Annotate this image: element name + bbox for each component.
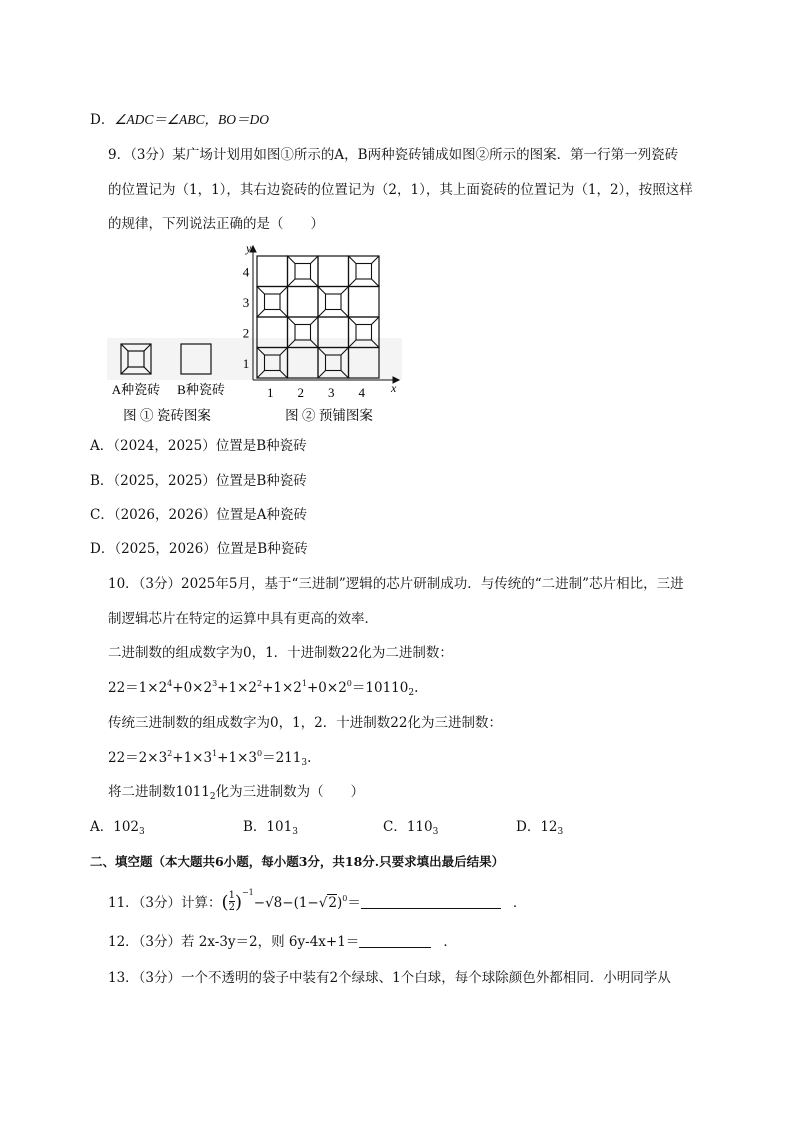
option-letter: C．: [383, 819, 407, 835]
option-value: 110: [406, 819, 433, 835]
section-heading: 二、填空题（本大题共6小题，每小题3分，共18分.只要求填出最后结果）: [90, 854, 505, 869]
eq-exponent: 3: [212, 679, 218, 688]
y-tick-label: 2: [242, 325, 250, 341]
answer-blank[interactable]: [361, 894, 501, 909]
caption-figure1: 图 ① 瓷砖图案: [123, 408, 211, 423]
q12: [108, 932, 457, 952]
tile-a: [257, 287, 288, 318]
q10-option-d: [516, 817, 563, 837]
option-letter: B．: [243, 819, 267, 835]
option-base: 3: [139, 827, 145, 837]
q9-option-d: [90, 539, 308, 559]
tile-a-label: A种瓷砖: [111, 382, 161, 397]
tile-b-label: B种瓷砖: [177, 382, 225, 397]
tile-b: [288, 287, 319, 318]
eq-base: 2: [408, 688, 415, 698]
eq-text: .: [414, 680, 419, 696]
exponent: −1: [241, 888, 254, 897]
paren-open: (: [221, 892, 229, 913]
x-tick-label: 2: [297, 385, 304, 400]
eq-exponent: 2: [256, 679, 263, 688]
x-axis-label: x: [391, 381, 397, 395]
option-text: ∠ADC＝∠ABC，BO＝DO: [114, 112, 270, 127]
q9-option-c: [90, 505, 307, 525]
option-text: （2025，2025）位置是B种瓷砖: [113, 473, 307, 489]
option-letter: A．: [90, 819, 114, 835]
eq-exponent: 0: [346, 679, 352, 688]
tile-b: [257, 256, 288, 287]
q8-option-d: [90, 110, 269, 130]
eq-text: +1×3: [217, 750, 257, 766]
tile-a: [318, 287, 349, 318]
option-letter: B．: [90, 473, 114, 489]
answer-blank[interactable]: [359, 933, 431, 948]
y-tick-label: 3: [242, 294, 250, 310]
option-letter: D．: [90, 112, 115, 128]
q10-question: [108, 782, 364, 802]
q10-equation-binary: [108, 678, 418, 698]
expr-text: ＝: [347, 895, 361, 911]
eq-text: +1×3: [172, 750, 213, 766]
eq-text: .: [307, 750, 312, 766]
y-tick-label: 1: [242, 355, 250, 371]
q10-stem-line1: 10．（3分）2025年5月，基于“三进制”逻辑的芯片研制成功．与传统的“二进制”芯片相比，三进: [108, 576, 684, 592]
radicand: 2: [328, 895, 337, 911]
eq-exponent: 1: [212, 749, 218, 758]
paren-close: ): [234, 892, 242, 913]
expr-text: −√8−(1−√: [253, 895, 328, 911]
fraction: [229, 890, 235, 913]
eq-text: ＝10110: [351, 680, 409, 696]
eq-text: 将二进制数1011: [108, 784, 210, 800]
option-letter: D．: [90, 541, 115, 557]
option-text: （2024，2025）位置是B种瓷砖: [113, 438, 307, 454]
fraction-denominator: 2: [228, 902, 235, 913]
eq-base: 2: [209, 792, 216, 802]
eq-text: +1×2: [217, 680, 257, 696]
x-tick-label: 3: [328, 385, 335, 400]
eq-exponent: 0: [256, 749, 263, 758]
q12-text: 12．（3分）若 2x-3y＝2，则 6y-4x+1＝: [108, 934, 360, 950]
q9-option-b: [90, 471, 307, 491]
eq-exponent: 2: [167, 749, 173, 758]
q9-stem-line1: 9．（3分）某广场计划用如图①所示的A，B两种瓷砖铺成如图②所示的图案．第一行第一列瓷砖: [108, 147, 679, 163]
tile-a: [288, 256, 319, 287]
option-base: 3: [432, 827, 439, 837]
fraction-numerator: 1: [228, 890, 235, 901]
x-ticks: [267, 385, 366, 400]
q11: [108, 888, 527, 915]
option-text: （2025，2026）位置是B种瓷砖: [114, 541, 308, 557]
y-tick-label: 4: [242, 264, 250, 280]
eq-exponent: 4: [167, 679, 173, 688]
q10-stem-line3: 二进制数的组成数字为0，1．十进制数22化为二进制数：: [108, 645, 453, 661]
option-letter: D．: [516, 819, 541, 835]
q10-stem-line2: 制逻辑芯片在特定的运算中具有更高的效率．: [108, 611, 378, 627]
option-value: 101: [266, 819, 293, 835]
eq-text: ＝211: [262, 750, 302, 766]
q9-option-a: [90, 436, 307, 456]
eq-text: 22＝2×3: [108, 750, 168, 766]
q9-stem-line3: 的规律，下列说法正确的是（ ）: [108, 216, 324, 232]
eq-text: +1×2: [262, 680, 302, 696]
expr-text: ．: [512, 895, 527, 911]
q9-figure: [105, 240, 405, 425]
q13-stem-line1: 13．（3分）一个不透明的袋子中装有2个绿球、1个白球，每个球除颜色外都相同．小明同学从: [108, 970, 671, 986]
q9-stem-line2: 的位置记为（1，1），其右边瓷砖的位置记为（2，1），其上面瓷砖的位置记为（1，2），按照这样: [108, 182, 693, 198]
tile-b: [318, 256, 349, 287]
expr-text: ): [336, 895, 343, 911]
q11-prefix: 11．（3分）计算：: [108, 895, 222, 911]
caption-figure2: 图 ② 预铺图案: [285, 408, 373, 423]
option-value: 102: [113, 819, 140, 835]
eq-text: +0×2: [172, 680, 213, 696]
eq-base: 3: [301, 758, 308, 768]
eq-text: +0×2: [306, 680, 347, 696]
eq-exponent: 1: [301, 679, 307, 688]
q10-option-b: [243, 817, 298, 837]
y-ticks: [243, 264, 250, 371]
q10-option-a: [90, 817, 145, 837]
expr-text: ．: [443, 934, 457, 950]
x-tick-label: 4: [358, 385, 365, 400]
option-text: （2026，2026）位置是A种瓷砖: [113, 507, 308, 523]
q10-option-c: [383, 817, 438, 837]
q10-stem-line5: 传统三进制数的组成数字为0，1，2．十进制数22化为三进制数：: [108, 715, 502, 731]
option-letter: C．: [90, 507, 114, 523]
exponent: 0: [342, 894, 348, 903]
option-base: 3: [292, 827, 298, 837]
q10-equation-ternary: [108, 748, 311, 768]
option-base: 3: [557, 827, 564, 837]
x-tick-label: 1: [267, 385, 274, 400]
eq-text: 化为三进制数为（ ）: [215, 784, 365, 800]
option-value: 12: [540, 819, 558, 835]
tile-b: [349, 287, 380, 318]
eq-text: 22＝1×2: [108, 680, 168, 696]
y-axis-label: y: [246, 241, 252, 255]
tile-a: [349, 256, 380, 287]
option-letter: A．: [90, 438, 114, 454]
